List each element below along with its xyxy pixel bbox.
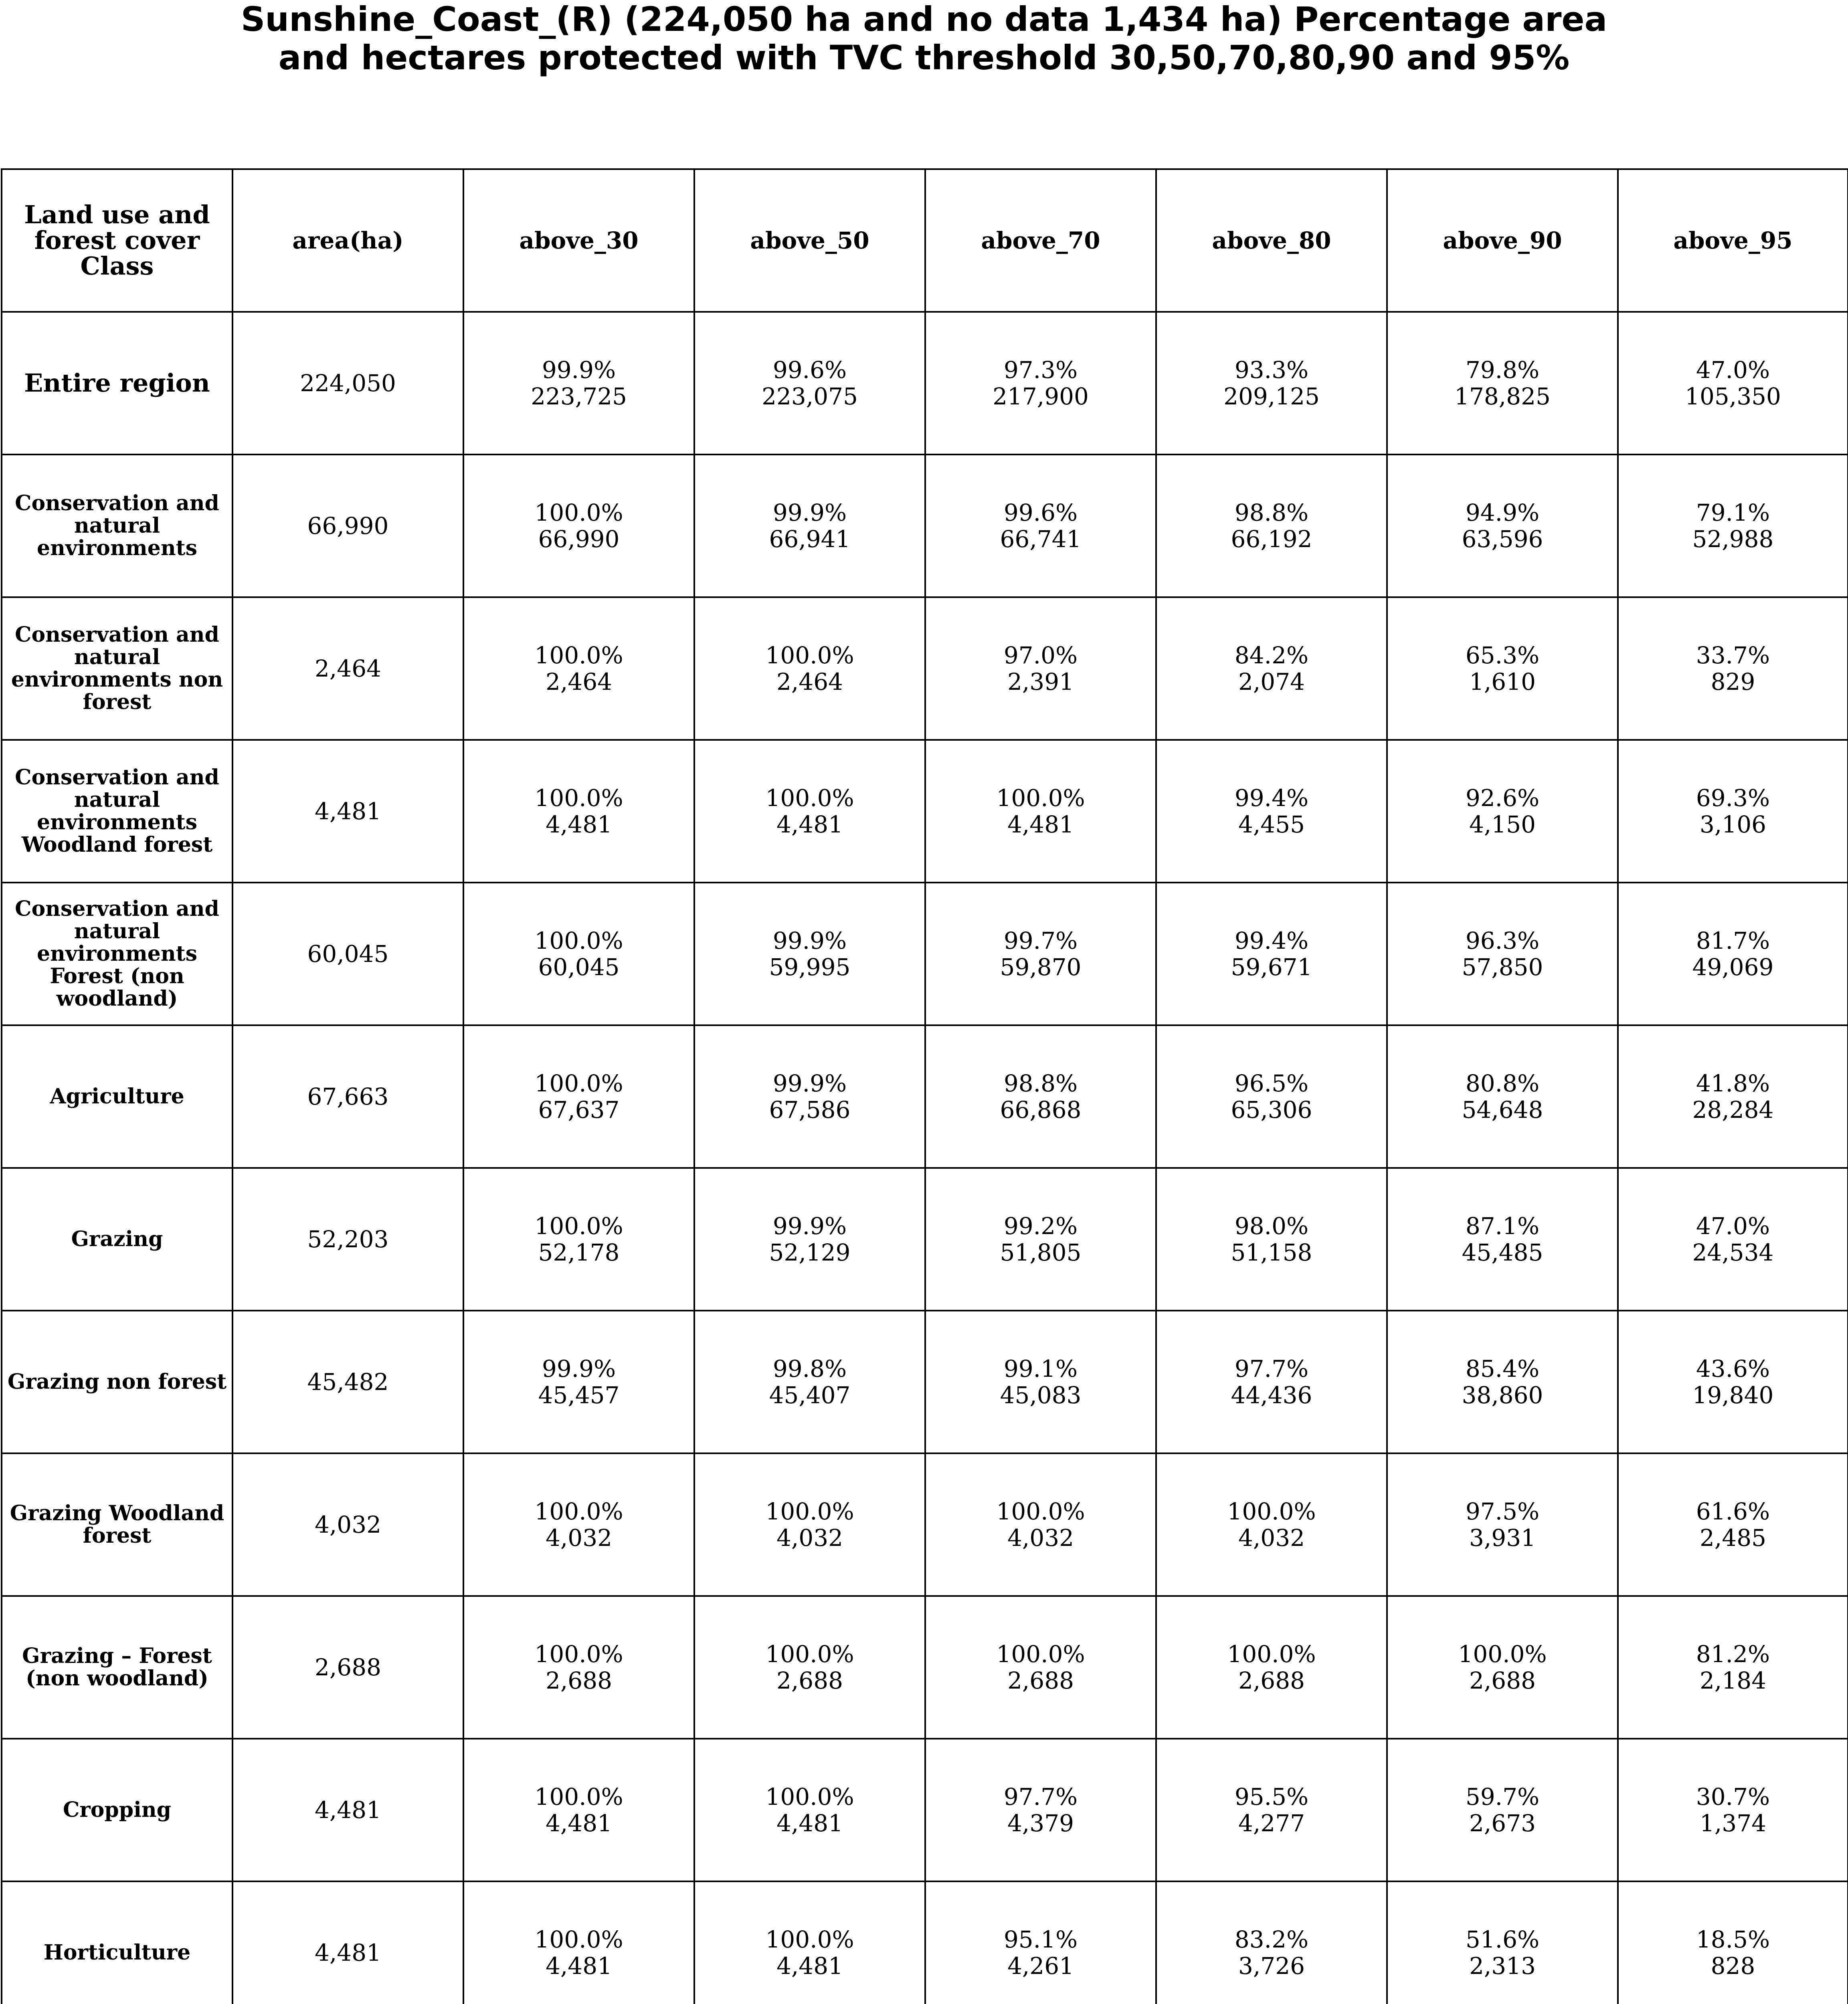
hectare-value: 45,457 xyxy=(538,1382,620,1409)
title-line-2: and hectares protected with TVC threshold 30,50,70,80,90 and 95% xyxy=(278,38,1570,77)
hectare-value: 209,125 xyxy=(1223,383,1320,410)
threshold-cell xyxy=(1156,1881,1387,2004)
hectare-value: 2,688 xyxy=(1238,1667,1305,1694)
hectare-value: 59,995 xyxy=(769,954,851,981)
percent-value: 65.3% xyxy=(1465,642,1540,669)
table-row xyxy=(2,1025,1848,1168)
percent-value: 99.7% xyxy=(1003,927,1078,954)
hectare-value: 4,150 xyxy=(1469,811,1536,838)
percent-value: 43.6% xyxy=(1696,1355,1770,1382)
percent-value: 100.0% xyxy=(534,1640,623,1668)
threshold-cell xyxy=(463,1311,694,1453)
threshold-cell xyxy=(1618,1739,1848,1881)
percent-value: 84.2% xyxy=(1234,642,1309,669)
percent-value: 100.0% xyxy=(996,1498,1085,1525)
threshold-cell xyxy=(1387,1311,1618,1453)
threshold-cell xyxy=(463,740,694,883)
hectare-value: 4,481 xyxy=(1007,811,1074,838)
threshold-cell xyxy=(1618,740,1848,883)
threshold-cell xyxy=(694,1168,925,1311)
threshold-cell xyxy=(694,740,925,883)
hectare-value: 1,610 xyxy=(1469,668,1536,695)
hectare-value: 63,596 xyxy=(1462,525,1543,553)
threshold-cell xyxy=(925,1453,1156,1596)
threshold-cell xyxy=(463,597,694,740)
percent-value: 100.0% xyxy=(1458,1640,1547,1668)
hectare-value: 4,455 xyxy=(1238,811,1305,838)
hectare-value: 2,673 xyxy=(1469,1810,1536,1837)
area-cell: 2,688 xyxy=(233,1596,463,1739)
threshold-cell xyxy=(1156,740,1387,883)
threshold-cell xyxy=(1156,1739,1387,1881)
percent-value: 99.9% xyxy=(772,1070,847,1097)
table-row xyxy=(2,597,1848,740)
threshold-cell xyxy=(925,740,1156,883)
percent-value: 100.0% xyxy=(534,1926,623,1953)
percent-value: 96.5% xyxy=(1234,1070,1309,1097)
row-label: Conservation and natural environments Woodland forest xyxy=(2,740,233,883)
percent-value: 99.9% xyxy=(772,927,847,954)
hectare-value: 51,158 xyxy=(1231,1239,1312,1266)
threshold-cell xyxy=(1618,1881,1848,2004)
threshold-cell xyxy=(694,455,925,597)
area-cell: 45,482 xyxy=(233,1311,463,1453)
hectare-value: 4,481 xyxy=(776,811,843,838)
threshold-cell xyxy=(1618,312,1848,455)
percent-value: 83.2% xyxy=(1234,1926,1309,1953)
hectare-value: 45,407 xyxy=(769,1382,851,1409)
hectare-value: 2,485 xyxy=(1699,1524,1767,1551)
area-cell: 60,045 xyxy=(233,883,463,1025)
threshold-cell xyxy=(1156,1453,1387,1596)
percent-value: 97.5% xyxy=(1465,1498,1540,1525)
hectare-value: 54,648 xyxy=(1462,1096,1543,1123)
threshold-cell xyxy=(925,455,1156,597)
percent-value: 79.8% xyxy=(1465,356,1540,384)
percent-value: 100.0% xyxy=(534,927,623,954)
threshold-cell xyxy=(694,1739,925,1881)
threshold-cell xyxy=(1387,1025,1618,1168)
hectare-value: 178,825 xyxy=(1454,383,1551,410)
percent-value: 99.9% xyxy=(772,499,847,526)
hectare-value: 4,481 xyxy=(545,1810,613,1837)
column-header-above-70: above_70 xyxy=(925,169,1156,312)
percent-value: 99.1% xyxy=(1003,1355,1078,1382)
percent-value: 69.3% xyxy=(1696,784,1770,812)
hectare-value: 4,481 xyxy=(776,1810,843,1837)
hectare-value: 67,586 xyxy=(769,1096,851,1123)
table-row xyxy=(2,1453,1848,1596)
hectare-value: 829 xyxy=(1711,668,1755,695)
threshold-cell xyxy=(1156,455,1387,597)
threshold-cell xyxy=(1618,1025,1848,1168)
row-label: Grazing Woodland forest xyxy=(2,1453,233,1596)
threshold-cell xyxy=(694,1453,925,1596)
hectare-value: 105,350 xyxy=(1685,383,1781,410)
percent-value: 47.0% xyxy=(1696,1212,1770,1240)
table-row xyxy=(2,1311,1848,1453)
percent-value: 79.1% xyxy=(1696,499,1770,526)
threshold-cell xyxy=(463,455,694,597)
area-cell: 52,203 xyxy=(233,1168,463,1311)
hectare-value: 2,688 xyxy=(1007,1667,1074,1694)
hectare-value: 223,075 xyxy=(762,383,858,410)
hectare-value: 45,083 xyxy=(1000,1382,1082,1409)
row-label: Grazing xyxy=(2,1168,233,1311)
hectare-value: 4,277 xyxy=(1238,1810,1305,1837)
threshold-cell xyxy=(1618,1311,1848,1453)
tvc-table xyxy=(1,168,1848,2004)
threshold-cell xyxy=(1156,1025,1387,1168)
percent-value: 33.7% xyxy=(1696,642,1770,669)
row-label: Agriculture xyxy=(2,1025,233,1168)
row-label: Cropping xyxy=(2,1739,233,1881)
hectare-value: 52,988 xyxy=(1692,525,1774,553)
column-header-above-80: above_80 xyxy=(1156,169,1387,312)
hectare-value: 3,726 xyxy=(1238,1952,1305,1980)
percent-value: 30.7% xyxy=(1696,1783,1770,1810)
threshold-cell xyxy=(1156,597,1387,740)
percent-value: 100.0% xyxy=(765,1640,854,1668)
row-label: Conservation and natural environments non forest xyxy=(2,597,233,740)
threshold-cell xyxy=(925,1881,1156,2004)
percent-value: 100.0% xyxy=(765,642,854,669)
hectare-value: 4,481 xyxy=(545,1952,613,1980)
hectare-value: 4,032 xyxy=(545,1524,613,1551)
percent-value: 100.0% xyxy=(765,1926,854,1953)
percent-value: 81.7% xyxy=(1696,927,1770,954)
percent-value: 96.3% xyxy=(1465,927,1540,954)
percent-value: 51.6% xyxy=(1465,1926,1540,1953)
threshold-cell xyxy=(1387,883,1618,1025)
hectare-value: 52,178 xyxy=(538,1239,620,1266)
percent-value: 100.0% xyxy=(1227,1498,1316,1525)
percent-value: 98.8% xyxy=(1003,1070,1078,1097)
percent-value: 99.9% xyxy=(542,356,616,384)
threshold-cell xyxy=(925,1739,1156,1881)
threshold-cell xyxy=(1618,1453,1848,1596)
threshold-cell xyxy=(925,1025,1156,1168)
percent-value: 99.9% xyxy=(542,1355,616,1382)
hectare-value: 217,900 xyxy=(993,383,1089,410)
title-line-1: Sunshine_Coast_(R) (224,050 ha and no data 1,434 ha) Percentage area xyxy=(241,0,1607,39)
threshold-cell xyxy=(925,597,1156,740)
hectare-value: 2,391 xyxy=(1007,668,1074,695)
percent-value: 92.6% xyxy=(1465,784,1540,812)
hectare-value: 2,688 xyxy=(776,1667,843,1694)
hectare-value: 66,990 xyxy=(538,525,620,553)
threshold-cell xyxy=(1387,1739,1618,1881)
area-cell: 4,481 xyxy=(233,1881,463,2004)
threshold-cell xyxy=(1618,883,1848,1025)
threshold-cell xyxy=(1618,455,1848,597)
threshold-cell xyxy=(463,1025,694,1168)
area-cell: 4,032 xyxy=(233,1453,463,1596)
threshold-cell xyxy=(925,1311,1156,1453)
threshold-cell xyxy=(463,883,694,1025)
percent-value: 93.3% xyxy=(1234,356,1309,384)
table-row xyxy=(2,312,1848,455)
table-row xyxy=(2,740,1848,883)
area-cell: 224,050 xyxy=(233,312,463,455)
column-header-above-50: above_50 xyxy=(694,169,925,312)
hectare-value: 4,379 xyxy=(1007,1810,1074,1837)
percent-value: 97.0% xyxy=(1003,642,1078,669)
percent-value: 97.3% xyxy=(1003,356,1078,384)
hectare-value: 2,688 xyxy=(1469,1667,1536,1694)
threshold-cell xyxy=(463,1453,694,1596)
hectare-value: 4,481 xyxy=(545,811,613,838)
threshold-cell xyxy=(925,312,1156,455)
percent-value: 100.0% xyxy=(534,784,623,812)
threshold-cell xyxy=(694,1596,925,1739)
threshold-cell xyxy=(925,1596,1156,1739)
threshold-cell xyxy=(694,1311,925,1453)
table-row xyxy=(2,455,1848,597)
hectare-value: 3,106 xyxy=(1699,811,1767,838)
hectare-value: 66,941 xyxy=(769,525,851,553)
threshold-cell xyxy=(463,1739,694,1881)
hectare-value: 66,868 xyxy=(1000,1096,1082,1123)
row-label: Horticulture xyxy=(2,1881,233,2004)
threshold-cell xyxy=(1387,1453,1618,1596)
area-cell: 2,464 xyxy=(233,597,463,740)
percent-value: 99.8% xyxy=(772,1355,847,1382)
table-header-row xyxy=(2,169,1848,312)
hectare-value: 60,045 xyxy=(538,954,620,981)
hectare-value: 51,805 xyxy=(1000,1239,1082,1266)
percent-value: 100.0% xyxy=(996,784,1085,812)
hectare-value: 44,436 xyxy=(1231,1382,1312,1409)
percent-value: 81.2% xyxy=(1696,1640,1770,1668)
threshold-cell xyxy=(1387,740,1618,883)
threshold-cell xyxy=(694,1025,925,1168)
threshold-cell xyxy=(1387,1168,1618,1311)
hectare-value: 45,485 xyxy=(1462,1239,1543,1266)
percent-value: 80.8% xyxy=(1465,1070,1540,1097)
threshold-cell xyxy=(694,1881,925,2004)
percent-value: 100.0% xyxy=(534,1070,623,1097)
hectare-value: 4,032 xyxy=(1007,1524,1074,1551)
percent-value: 95.5% xyxy=(1234,1783,1309,1810)
table-row xyxy=(2,1739,1848,1881)
percent-value: 100.0% xyxy=(534,499,623,526)
percent-value: 99.6% xyxy=(772,356,847,384)
threshold-cell xyxy=(1156,1311,1387,1453)
page-title xyxy=(0,0,1848,77)
hectare-value: 2,313 xyxy=(1469,1952,1536,1980)
area-cell: 67,663 xyxy=(233,1025,463,1168)
row-label: Conservation and natural environments xyxy=(2,455,233,597)
percent-value: 100.0% xyxy=(765,1498,854,1525)
percent-value: 94.9% xyxy=(1465,499,1540,526)
hectare-value: 24,534 xyxy=(1692,1239,1774,1266)
hectare-value: 2,464 xyxy=(545,668,613,695)
threshold-cell xyxy=(1387,312,1618,455)
percent-value: 100.0% xyxy=(534,1212,623,1240)
table-row xyxy=(2,1596,1848,1739)
threshold-cell xyxy=(1618,1168,1848,1311)
percent-value: 99.4% xyxy=(1234,927,1309,954)
percent-value: 41.8% xyxy=(1696,1070,1770,1097)
table-row xyxy=(2,1881,1848,2004)
row-label: Conservation and natural environments Forest (non woodland) xyxy=(2,883,233,1025)
threshold-cell xyxy=(1618,1596,1848,1739)
table-row xyxy=(2,883,1848,1025)
hectare-value: 2,184 xyxy=(1699,1667,1767,1694)
hectare-value: 52,129 xyxy=(769,1239,851,1266)
threshold-cell xyxy=(1156,883,1387,1025)
hectare-value: 828 xyxy=(1711,1952,1755,1980)
table-row xyxy=(2,1168,1848,1311)
hectare-value: 2,688 xyxy=(545,1667,613,1694)
row-label: Entire region xyxy=(2,312,233,455)
hectare-value: 49,069 xyxy=(1692,954,1774,981)
percent-value: 85.4% xyxy=(1465,1355,1540,1382)
area-cell: 66,990 xyxy=(233,455,463,597)
threshold-cell xyxy=(463,1168,694,1311)
percent-value: 99.2% xyxy=(1003,1212,1078,1240)
column-header-above-90: above_90 xyxy=(1387,169,1618,312)
hectare-value: 67,637 xyxy=(538,1096,620,1123)
hectare-value: 4,261 xyxy=(1007,1952,1074,1980)
percent-value: 95.1% xyxy=(1003,1926,1078,1953)
percent-value: 47.0% xyxy=(1696,356,1770,384)
threshold-cell xyxy=(694,312,925,455)
hectare-value: 57,850 xyxy=(1462,954,1543,981)
hectare-value: 2,464 xyxy=(776,668,843,695)
hectare-value: 223,725 xyxy=(531,383,627,410)
threshold-cell xyxy=(694,597,925,740)
hectare-value: 1,374 xyxy=(1699,1810,1767,1837)
threshold-cell xyxy=(1156,1596,1387,1739)
percent-value: 100.0% xyxy=(534,1783,623,1810)
column-header-above-30: above_30 xyxy=(463,169,694,312)
hectare-value: 65,306 xyxy=(1231,1096,1312,1123)
threshold-cell xyxy=(1387,597,1618,740)
area-cell: 4,481 xyxy=(233,1739,463,1881)
percent-value: 87.1% xyxy=(1465,1212,1540,1240)
threshold-cell xyxy=(1618,597,1848,740)
percent-value: 100.0% xyxy=(1227,1640,1316,1668)
threshold-cell xyxy=(1387,455,1618,597)
column-header-above-95: above_95 xyxy=(1618,169,1848,312)
hectare-value: 59,870 xyxy=(1000,954,1082,981)
percent-value: 97.7% xyxy=(1003,1783,1078,1810)
percent-value: 100.0% xyxy=(996,1640,1085,1668)
percent-value: 99.9% xyxy=(772,1212,847,1240)
percent-value: 100.0% xyxy=(765,1783,854,1810)
hectare-value: 3,931 xyxy=(1469,1524,1536,1551)
hectare-value: 2,074 xyxy=(1238,668,1305,695)
hectare-value: 66,192 xyxy=(1231,525,1312,553)
threshold-cell xyxy=(694,883,925,1025)
percent-value: 97.7% xyxy=(1234,1355,1309,1382)
percent-value: 18.5% xyxy=(1696,1926,1770,1953)
row-label: Grazing non forest xyxy=(2,1311,233,1453)
percent-value: 98.8% xyxy=(1234,499,1309,526)
hectare-value: 19,840 xyxy=(1692,1382,1774,1409)
hectare-value: 4,032 xyxy=(1238,1524,1305,1551)
row-label: Grazing – Forest (non woodland) xyxy=(2,1596,233,1739)
threshold-cell xyxy=(925,1168,1156,1311)
hectare-value: 4,481 xyxy=(776,1952,843,1980)
hectare-value: 28,284 xyxy=(1692,1096,1774,1123)
threshold-cell xyxy=(1387,1596,1618,1739)
percent-value: 59.7% xyxy=(1465,1783,1540,1810)
percent-value: 99.4% xyxy=(1234,784,1309,812)
threshold-cell xyxy=(1156,312,1387,455)
percent-value: 61.6% xyxy=(1696,1498,1770,1525)
threshold-cell xyxy=(463,312,694,455)
threshold-cell xyxy=(463,1881,694,2004)
percent-value: 98.0% xyxy=(1234,1212,1309,1240)
percent-value: 100.0% xyxy=(534,642,623,669)
threshold-cell xyxy=(1387,1881,1618,2004)
hectare-value: 66,741 xyxy=(1000,525,1082,553)
area-cell: 4,481 xyxy=(233,740,463,883)
threshold-cell xyxy=(1156,1168,1387,1311)
percent-value: 100.0% xyxy=(765,784,854,812)
column-header-area: area(ha) xyxy=(233,169,463,312)
hectare-value: 59,671 xyxy=(1231,954,1312,981)
threshold-cell xyxy=(925,883,1156,1025)
percent-value: 99.6% xyxy=(1003,499,1078,526)
hectare-value: 4,032 xyxy=(776,1524,843,1551)
threshold-cell xyxy=(463,1596,694,1739)
column-header-class: Land use and forest cover Class xyxy=(2,169,233,312)
hectare-value: 38,860 xyxy=(1462,1382,1543,1409)
percent-value: 100.0% xyxy=(534,1498,623,1525)
